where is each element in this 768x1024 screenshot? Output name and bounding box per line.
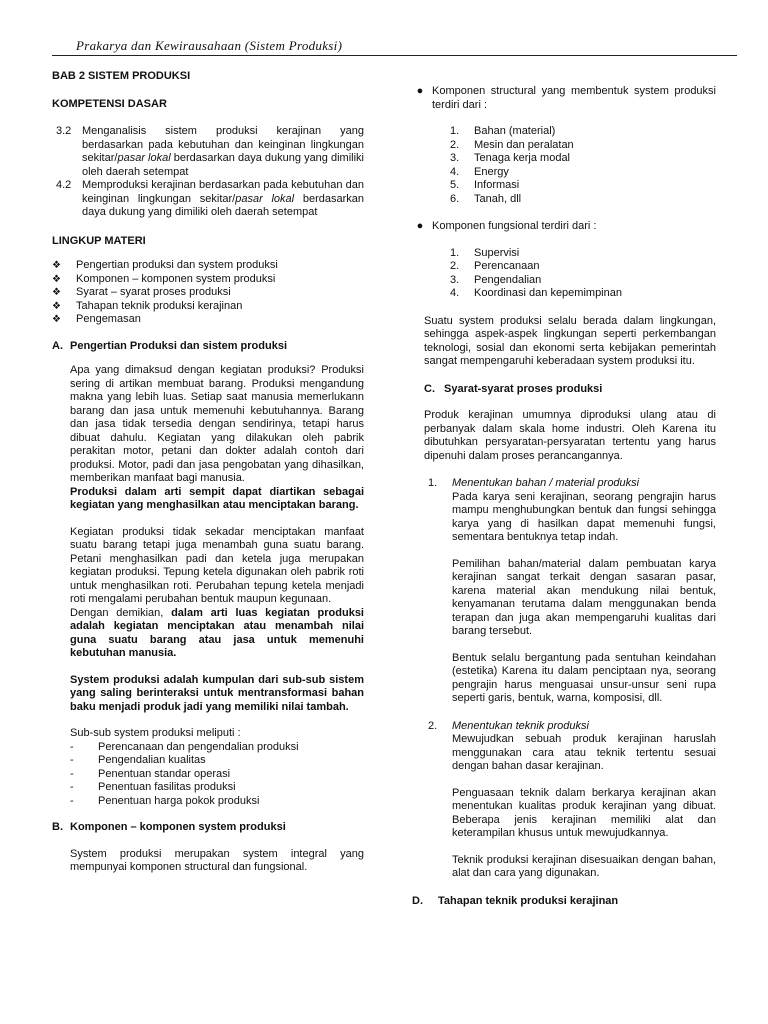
paragraph <box>70 607 364 661</box>
paragraph: Komponen fungsional terdiri dari : <box>432 220 597 232</box>
bullet-item <box>408 220 716 234</box>
list-item <box>450 247 716 261</box>
list-item <box>450 274 716 288</box>
list-item <box>70 795 364 809</box>
kd-text-a: Menganalisis sistem produksi kerajinan yang berdasarkan pada kebutuhan dan keinginan lingkungan sekitar/ <box>82 125 364 164</box>
list-number: 2. <box>450 138 460 151</box>
kd-number: 4.2 <box>56 179 72 191</box>
list-item <box>450 166 716 180</box>
list-item-text: Pengertian produksi dan system produksi <box>76 259 278 271</box>
section-b-heading <box>52 821 364 835</box>
section-d-heading <box>412 895 716 909</box>
bullet-item <box>408 85 716 112</box>
list-item-text: Komponen – komponen system produksi <box>76 272 276 285</box>
list-number: 6. <box>450 192 460 205</box>
paragraph: Kegiatan produksi tidak sekadar menciptakan manfaat suatu barang tetapi juga menambah guna suatu barang. Petani menghasilkan padi dan ketela juga merupakan kegiatan produksi. Tepung ketela digunakan oleh pabrik roti untuk menghasilkan roti. Perubahan tepung ketela menjadi roti mengalami perubahan bentuk maupun kegunaan. <box>70 525 364 605</box>
bullet-dot-icon: ● <box>416 85 424 97</box>
list-item <box>450 260 716 274</box>
list-item-text: Tanah, dll <box>474 192 522 205</box>
list-number: 1. <box>428 477 438 489</box>
list-number: 4. <box>450 165 460 178</box>
section-label: C. <box>424 382 435 395</box>
kd-text <box>76 125 364 179</box>
left-column <box>52 70 364 875</box>
list-item <box>450 287 716 301</box>
paragraph-lead: Dengan demikian, <box>70 606 172 619</box>
diamond-bullet-icon: ❖ <box>52 273 61 285</box>
list-item-text: Syarat – syarat proses produksi <box>76 286 231 298</box>
section-a-heading <box>52 340 364 354</box>
dash-bullet: - <box>70 767 74 780</box>
dash-bullet: - <box>70 781 74 793</box>
paragraph: Sub-sub system produksi meliputi : <box>70 727 241 739</box>
list-item <box>52 286 364 300</box>
list-number: 4. <box>450 287 460 299</box>
paragraph-bold: Produksi dalam arti sempit dapat diartikan sebagai kegiatan yang menghasilkan atau menciptakan barang. <box>70 485 364 511</box>
kd-text-c: berdasarkan daya dukung yang dimiliki oleh daerah setempat <box>82 152 364 178</box>
requirement-title-text: Menentukan teknik produksi <box>452 719 589 732</box>
paragraph-bold: dalam arti luas kegiatan produksi adalah kegiatan menciptakan atau menambah nilai guna suatu barang atau jasa untuk memenuhi kebutuhan manusia. <box>70 606 364 659</box>
list-item <box>70 741 364 755</box>
paragraph: Mewujudkan sebuah produk kerajinan haruslah menggunakan cara atau teknik tertentu sesuai dengan bahan dasar kerajinan. <box>452 733 716 772</box>
chapter-title: BAB 2 SISTEM PRODUKSI <box>52 70 191 82</box>
section-c-heading <box>424 383 716 397</box>
paragraph: Suatu system produksi selalu berada dalam lingkungan, sehingga aspek-aspek lingkungan seperti perkembangan teknologi, sosial dan ekonomi serta kebijakan pemerintah sangat mempengaruhi keberadaan system produksi itu. <box>424 314 716 367</box>
diamond-bullet-icon: ❖ <box>52 260 61 271</box>
section-label: A. <box>52 339 63 352</box>
header-rule <box>52 55 737 56</box>
right-column <box>408 85 716 908</box>
dash-bullet: - <box>70 754 74 766</box>
diamond-bullet-icon: ❖ <box>52 287 61 298</box>
dash-bullet: - <box>70 794 74 807</box>
kd-item <box>56 125 364 179</box>
kd-text-c: berdasarkan daya dukung yang dimiliki oleh daerah setempat <box>82 192 364 218</box>
paragraph: Apa yang dimaksud dengan kegiatan produksi? Produksi sering di artikan membuat barang. Produksi mengandung makna yang lebih luas. Setiap saat manusia memerlukann barang dan jasa untuk memenuhi kebutuhannya. Barang dan jasa tidak tersedia dengan sendirinya, tetapi harus dibuat dahulu. Kegiatan yang dilakukan oleh pabrik perakitan motor, petani dan dokter adalah contoh dari produksi. Motor, padi dan jasa pengobatan yang dihasilkan, memberikan manfaat bagi manusia. <box>70 364 364 484</box>
bullet-dot-icon: ● <box>416 220 424 232</box>
paragraph: Penguasaan teknik dalam berkarya kerajinan akan menentukan kualitas produk kerajinan yang dibuat. Beberapa jenis kerajinan memiliki alat dan keterampilan khusus untuk mewujudkannya. <box>452 786 716 839</box>
list-number: 3. <box>450 152 460 164</box>
list-item <box>450 125 716 139</box>
list-item-text: Penentuan fasilitas produksi <box>98 781 236 793</box>
list-item <box>450 179 716 193</box>
list-number: 1. <box>450 125 460 137</box>
requirement-body <box>452 733 716 881</box>
paragraph: System produksi merupakan system integral yang mempunyai komponen structural dan fungsional. <box>70 847 364 873</box>
list-item-text: Perencanaan <box>474 260 540 272</box>
kd-text-b: pasar lokal <box>235 192 295 205</box>
kd-item <box>56 179 364 220</box>
list-number: 2. <box>450 260 460 272</box>
paragraph: Pada karya seni kerajinan, seorang pengrajin harus mampu menghubungkan bentuk dan fungsi sehingga karya yang di hasilkan dapat memenuhi fungsi, sementara bentuknya tetap indah. <box>452 490 716 543</box>
kd-text-b: pasar lokal <box>117 152 171 164</box>
list-item-text: Informasi <box>474 179 520 191</box>
dash-bullet: - <box>70 740 74 753</box>
list-item <box>450 152 716 166</box>
list-item <box>450 139 716 153</box>
list-number: 1. <box>450 246 460 259</box>
list-item <box>52 313 364 327</box>
diamond-bullet-icon: ❖ <box>52 314 61 325</box>
list-item <box>52 300 364 314</box>
kd-text-a: Memproduksi kerajinan berdasarkan pada kebutuhan dan keinginan lingkungan sekitar/ <box>82 179 364 205</box>
requirement-title-text: Menentukan bahan / material produksi <box>452 477 640 489</box>
requirement-2 <box>428 720 716 881</box>
paragraph: Produk kerajinan umumnya diproduksi ulang atau di perbanyak dalam skala home industri. Oleh Karena itu dibutuhkan persyaratan-persyaratan tertentu yang harus dipenuhi dalam proses perancangannya. <box>424 409 716 462</box>
list-item <box>450 193 716 207</box>
kd-number: 3.2 <box>56 125 72 137</box>
list-item-text: Tahapan teknik produksi kerajinan <box>76 299 243 312</box>
lingkup-heading: LINGKUP MATERI <box>52 234 146 247</box>
list-item-text: Koordinasi dan kepemimpinan <box>474 287 622 299</box>
lingkup-list <box>52 259 364 327</box>
list-item-text: Pengendalian kualitas <box>98 754 206 766</box>
paragraph: Bentuk selalu bergantung pada sentuhan keindahan (estetika) Karena itu dalam penciptaan nya, seorang pengrajin harus menguasai unsur-unsur seni rupa seperti garis, bentuk, warna, komposisi, dll. <box>452 651 716 704</box>
list-item-text: Penentuan standar operasi <box>98 767 231 780</box>
requirement-title <box>428 720 716 734</box>
section-label: D. <box>412 894 423 907</box>
requirement-title <box>428 477 716 491</box>
list-item-text: Perencanaan dan pengendalian produksi <box>98 740 299 753</box>
structural-list <box>450 125 716 206</box>
diamond-bullet-icon: ❖ <box>52 300 61 312</box>
section-title: Tahapan teknik produksi kerajinan <box>438 894 619 907</box>
section-label: B. <box>52 821 63 833</box>
list-item-text: Penentuan harga pokok produksi <box>98 794 260 807</box>
list-number: 2. <box>428 719 438 732</box>
list-item-text: Bahan (material) <box>474 125 556 137</box>
list-item <box>70 781 364 795</box>
list-number: 3. <box>450 273 460 286</box>
list-item-text: Pengemasan <box>76 313 141 325</box>
list-item-text: Mesin dan peralatan <box>474 138 574 151</box>
section-title: Syarat-syarat proses produksi <box>444 382 603 395</box>
list-item-text: Supervisi <box>474 246 520 259</box>
kompetensi-heading: KOMPETENSI DASAR <box>52 97 167 110</box>
section-title: Komponen – komponen system produksi <box>70 821 286 833</box>
paragraph-bold: System produksi adalah kumpulan dari sub-sub sistem yang saling berinteraksi untuk mentransformasi bahan baku menjadi produk jadi yang memiliki nilai tambah. <box>70 673 364 713</box>
requirement-1 <box>428 477 716 706</box>
paragraph: Komponen structural yang membentuk system produksi terdiri dari : <box>432 85 716 111</box>
list-item <box>70 754 364 768</box>
list-item-text: Energy <box>474 165 509 178</box>
list-item-text: Tenaga kerja modal <box>474 152 571 164</box>
functional-list <box>450 247 716 301</box>
list-item-text: Pengendalian <box>474 273 542 286</box>
requirement-body <box>452 491 716 706</box>
list-item <box>52 273 364 287</box>
list-item <box>70 768 364 782</box>
list-item <box>52 259 364 273</box>
section-a-body <box>70 364 364 808</box>
paragraph: Pemilihan bahan/material dalam pembuatan karya kerajinan sangat terkait dengan sasaran pasar, karena material akan mendukung nilai bentuk, kenyamanan terutama dalam menggunakan benda terapan dan juga akan mempengaruhi kualitas dari barang tersebut. <box>452 557 716 637</box>
list-number: 5. <box>450 179 460 191</box>
section-title: Pengertian Produksi dan sistem produksi <box>70 339 287 352</box>
running-header: Prakarya dan Kewirausahaan (Sistem Produksi) <box>76 38 343 53</box>
paragraph: Teknik produksi kerajinan disesuaikan dengan bahan, alat dan cara yang digunakan. <box>452 853 716 879</box>
kd-text <box>76 179 364 220</box>
